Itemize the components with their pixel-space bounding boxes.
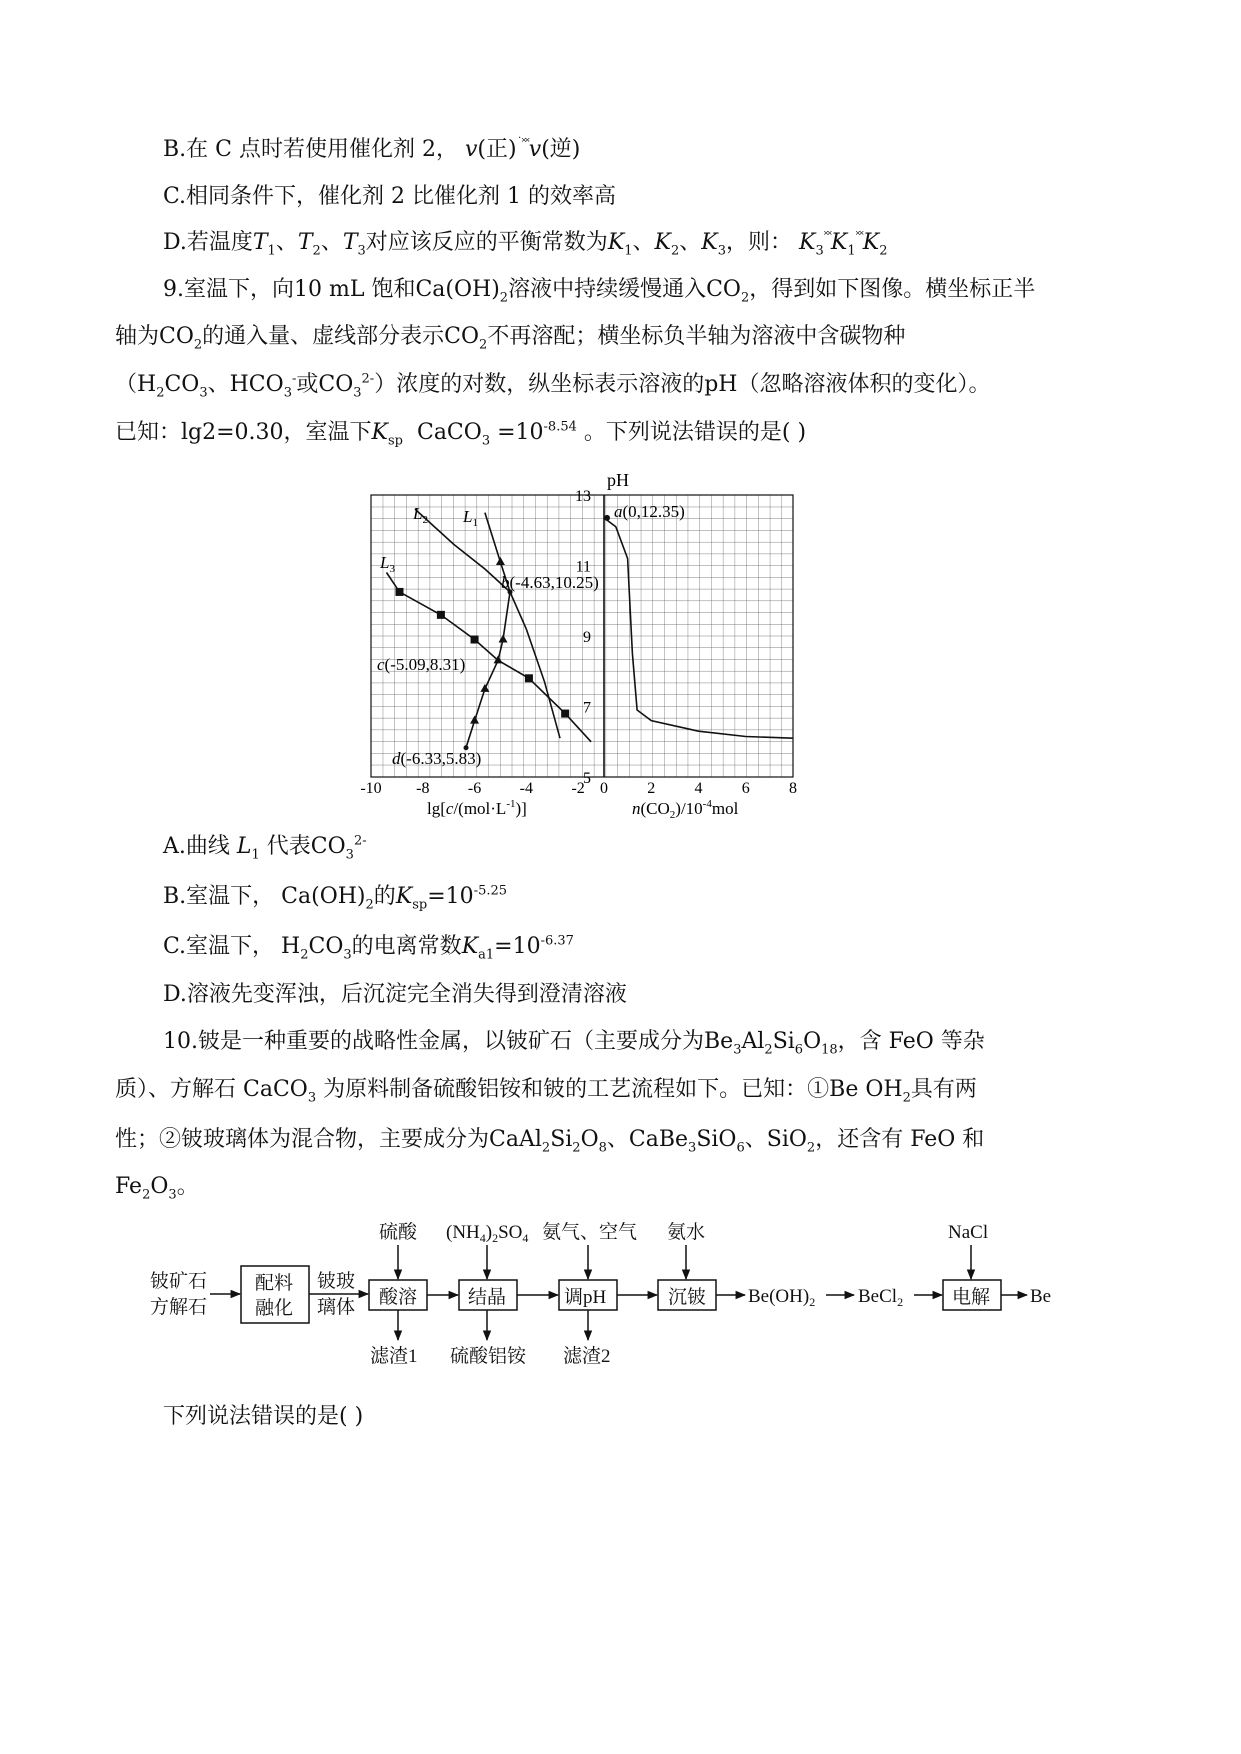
q9-option-a: A.曲线 $L_1$ 代表$CO_3^{2-}$ — [163, 833, 367, 863]
x-tick-label-right: 0 — [600, 780, 608, 797]
product-be: Be — [1030, 1286, 1052, 1307]
x-tick-label-right: 2 — [647, 780, 656, 797]
x-tick-label-left: -10 — [360, 780, 382, 797]
y-tick-label: 13 — [575, 488, 591, 505]
raw-material-1: 铍矿石 — [150, 1271, 208, 1292]
output-residue-1: 滤渣1 — [370, 1346, 418, 1367]
svg-text:配料: 配料 — [255, 1273, 294, 1294]
x-tick-label-right: 8 — [789, 780, 797, 797]
x-tick-label-left: -4 — [519, 780, 533, 797]
q9-option-b: B.室温下， $Ca(OH)_2$的$K_{sp}=10^{-5.25}$ — [163, 883, 508, 913]
q10-line-3: 性；②铍玻璃体为混合物，主要成分为$CaAl_2Si_2O_8$、CaBe$_3$SiO$_6$、SiO$_2$，还含有 FeO 和 — [115, 1127, 985, 1156]
x-tick-label-right: 4 — [694, 780, 703, 797]
input-acid: 硫酸 — [379, 1222, 418, 1243]
q10-question: 下列说法错误的是( ) — [163, 1404, 364, 1429]
label-d: d(-6.33,5.83) — [392, 749, 482, 768]
x-axis-title-left: $\lg[c/(mol\cdot L^{-1})]$ — [427, 798, 527, 818]
input-nacl: NaCl — [948, 1222, 989, 1243]
label-a: a(0,12.35) — [614, 502, 685, 521]
q8-option-d: D.若温度$T_1$、$T_2$、$T_3$对应该反应的平衡常数为$K_1$、$K_2$、$K_3$，则： $K_3^{˟˟}K_1^{˟˟}K_2$ — [163, 228, 888, 259]
point-a — [604, 515, 610, 521]
q10-line-2: 质）、方解石 CaCO$_3$ 为原料制备硫酸铝铵和铍的工艺流程如下。已知：①Be $OH_2$具有两 — [115, 1077, 977, 1106]
marker-l3 — [395, 588, 403, 596]
x-tick-label-left: -2 — [571, 780, 585, 797]
q10-line-1: 10.铍是一种重要的战略性金属，以铍矿石（主要成分为$Be_3Al_2Si_6O_{18}$，含 FeO 等杂 — [163, 1029, 985, 1058]
product-be-oh2: $Be(OH)_2$ — [748, 1286, 816, 1309]
q9-line-1: 9.室温下，向10 mL 饱和$Ca(OH)_2$溶液中持续缓慢通入$CO_2$，得到如下图像。横坐标正半 — [163, 277, 1036, 306]
marker-l3 — [525, 674, 533, 682]
label-b: b(-4.63,10.25) — [501, 573, 599, 592]
output-residue-2: 滤渣2 — [563, 1346, 611, 1367]
svg-text:酸溶: 酸溶 — [379, 1287, 418, 1308]
svg-text:调pH: 调pH — [564, 1287, 607, 1308]
q9-line-3: （$H_2CO_3$、$HCO_3^-$或$CO_3^{2-}$）浓度的对数，纵坐标表示溶液的pH（忽略溶液体积的变化）。 — [115, 371, 991, 401]
x-axis-title-right: $n(CO_2)/10^{-4}mol$ — [632, 798, 739, 820]
q10-line-4: $Fe_2O_3$。 — [115, 1174, 199, 1203]
input-ammonia-air: 氨气、空气 — [542, 1222, 638, 1243]
x-tick-label-left: -8 — [416, 780, 430, 797]
ph-chart — [355, 470, 820, 820]
input-ammonia-water: 氨水 — [667, 1222, 706, 1243]
marker-l3 — [437, 611, 445, 619]
svg-text:融化: 融化 — [255, 1298, 294, 1319]
svg-text:沉铍: 沉铍 — [668, 1287, 707, 1308]
x-tick-label-right: 6 — [741, 780, 750, 797]
q9-line-4: 已知：lg2=0.30，室温下$K_{sp}$ CaCO$_3$ $=10^{-8.54}$ 。下列说法错误的是( ) — [115, 419, 807, 449]
output-alum: 硫酸铝铵 — [450, 1346, 527, 1367]
glass-label-2: 璃体 — [317, 1297, 356, 1318]
y-tick-label: 9 — [583, 629, 591, 646]
x-tick-label-left: -6 — [467, 780, 482, 797]
q8-option-b: B.在 C 点时若使用催化剂 2， v(正)˙˟˟v(逆) — [163, 135, 581, 162]
label-l1: $L_1$ — [463, 507, 478, 529]
svg-text:结晶: 结晶 — [468, 1287, 507, 1308]
marker-l3 — [471, 636, 479, 644]
q9-line-2: 轴为$CO_2$的通入量、虚线部分表示$CO_2$不再溶配；横坐标负半轴为溶液中含碳物种 — [115, 324, 906, 353]
process-flow — [150, 1215, 1150, 1375]
y-tick-label: 5 — [583, 770, 591, 787]
label-l2: $L_2$ — [413, 504, 428, 526]
y-axis-title: pH — [607, 470, 629, 490]
y-tick-label: 11 — [575, 558, 591, 576]
label-l3: $L_3$ — [380, 553, 395, 575]
y-tick-label: 7 — [583, 699, 591, 717]
svg-text:电解: 电解 — [952, 1287, 991, 1308]
label-c: c(-5.09,8.31) — [377, 655, 466, 674]
glass-label-1: 铍玻 — [317, 1271, 356, 1292]
marker-l3 — [561, 710, 569, 718]
q9-option-c: C.室温下， $H_2CO_3$的电离常数$K_{a1}=10^{-6.37}$ — [163, 933, 574, 963]
input-ammonium-sulfate: $(NH_4)_2SO_4$ — [446, 1222, 529, 1245]
q9-option-d: D.溶液先变浑浊，后沉淀完全消失得到澄清溶液 — [163, 982, 627, 1007]
q8-option-c: C.相同条件下，催化剂 2 比催化剂 1 的效率高 — [163, 184, 617, 209]
product-becl2: BeCl$_2$ — [858, 1286, 904, 1309]
raw-material-2: 方解石 — [150, 1297, 208, 1318]
